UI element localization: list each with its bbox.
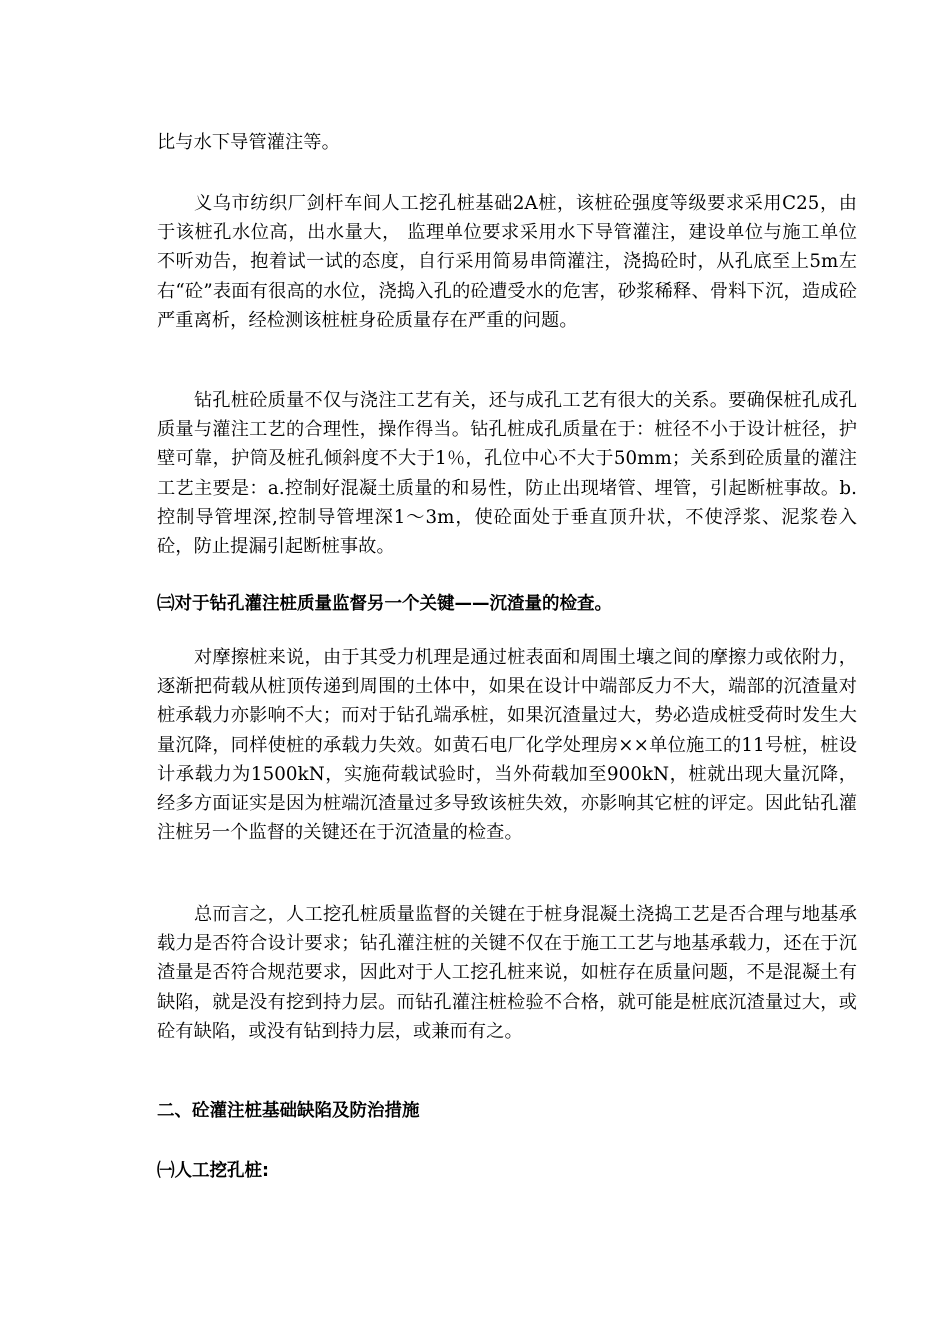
paragraph-bored-pile-quality: 钻孔桩砼质量不仅与浇注工艺有关，还与成孔工艺有很大的关系。要确保桩孔成孔质量与灌注工艺的合理性，操作得当。钻孔桩成孔质量在于：桩径不小于设计桩径，护壁可靠，护筒及桩孔倾斜度不大于1％，孔位中心不大于50mm；关系到砼质量的灌注工艺主要是：a.控制好混凝土质量的和易性，防止出现堵管、埋管，引起断桩事故。b.控制导管埋深,控制导管埋深1～3m，使砼面处于垂直顶升状，不使浮浆、泥浆卷入砼，防止提漏引起断桩事故。 xyxy=(157,390,857,558)
paragraph-summary: 总而言之，人工挖孔桩质量监督的关键在于桩身混凝土浇捣工艺是否合理与地基承载力是否符合设计要求；钻孔灌注桩的关键不仅在于施工工艺与地基承载力，还在于沉渣量是否符合规范要求，因此对于人工挖孔桩来说，如桩存在质量问题，不是混凝土有缺陷，就是没有挖到持力层。而钻孔灌注桩检验不合格，就可能是桩底沉渣量过大，或砼有缺陷，或没有钻到持力层，或兼而有之。 xyxy=(157,904,857,1042)
paragraph-continuation: 比与水下导管灌注等。 xyxy=(157,132,340,153)
paragraph-friction-pile: 对摩擦桩来说，由于其受力机理是通过桩表面和周围土壤之间的摩擦力或依附力，逐渐把荷载从桩顶传递到周围的土体中，如果在设计中端部反力不大，端部的沉渣量对桩承载力亦影响不大；而对于钻孔端承桩，如果沉渣量过大，势必造成桩受荷时发生大量沉降，同样使桩的承载力失效。如黄石电厂化学处理房××单位施工的11号桩，桩设计承载力为1500kN，实施荷载试验时，当外荷载加至900kN，桩就出现大量沉降，经多方面证实是因为桩端沉渣量过多导致该桩失效，亦影响其它桩的评定。因此钻孔灌注桩另一个监督的关键还在于沉渣量的检查。 xyxy=(157,647,857,844)
subsection-heading-manual-pile: ㈠人工挖孔桩: xyxy=(157,1161,269,1181)
paragraph-yiwu-case: 义乌市纺织厂剑杆车间人工挖孔桩基础2A桩，该桩砼强度等级要求采用C25，由于该桩孔水位高，出水量大， 监理单位要求采用水下导管灌注，建设单位与施工单位不听劝告，抱着试一试的态度，自行采用简易串筒灌注，浇捣砼时，从孔底至上5m左右“砼”表面有很高的水位，浇捣入孔的砼遭受水的危害，砂浆稀释、骨料下沉，造成砼严重离析，经检测该桩桩身砼质量存在严重的问题。 xyxy=(157,193,857,331)
chapter-heading-defects: 二、砼灌注桩基础缺陷及防治措施 xyxy=(157,1101,420,1121)
section-heading-sediment: ㈢对于钻孔灌注桩质量监督另一个关键——沉渣量的检查。 xyxy=(157,594,612,614)
